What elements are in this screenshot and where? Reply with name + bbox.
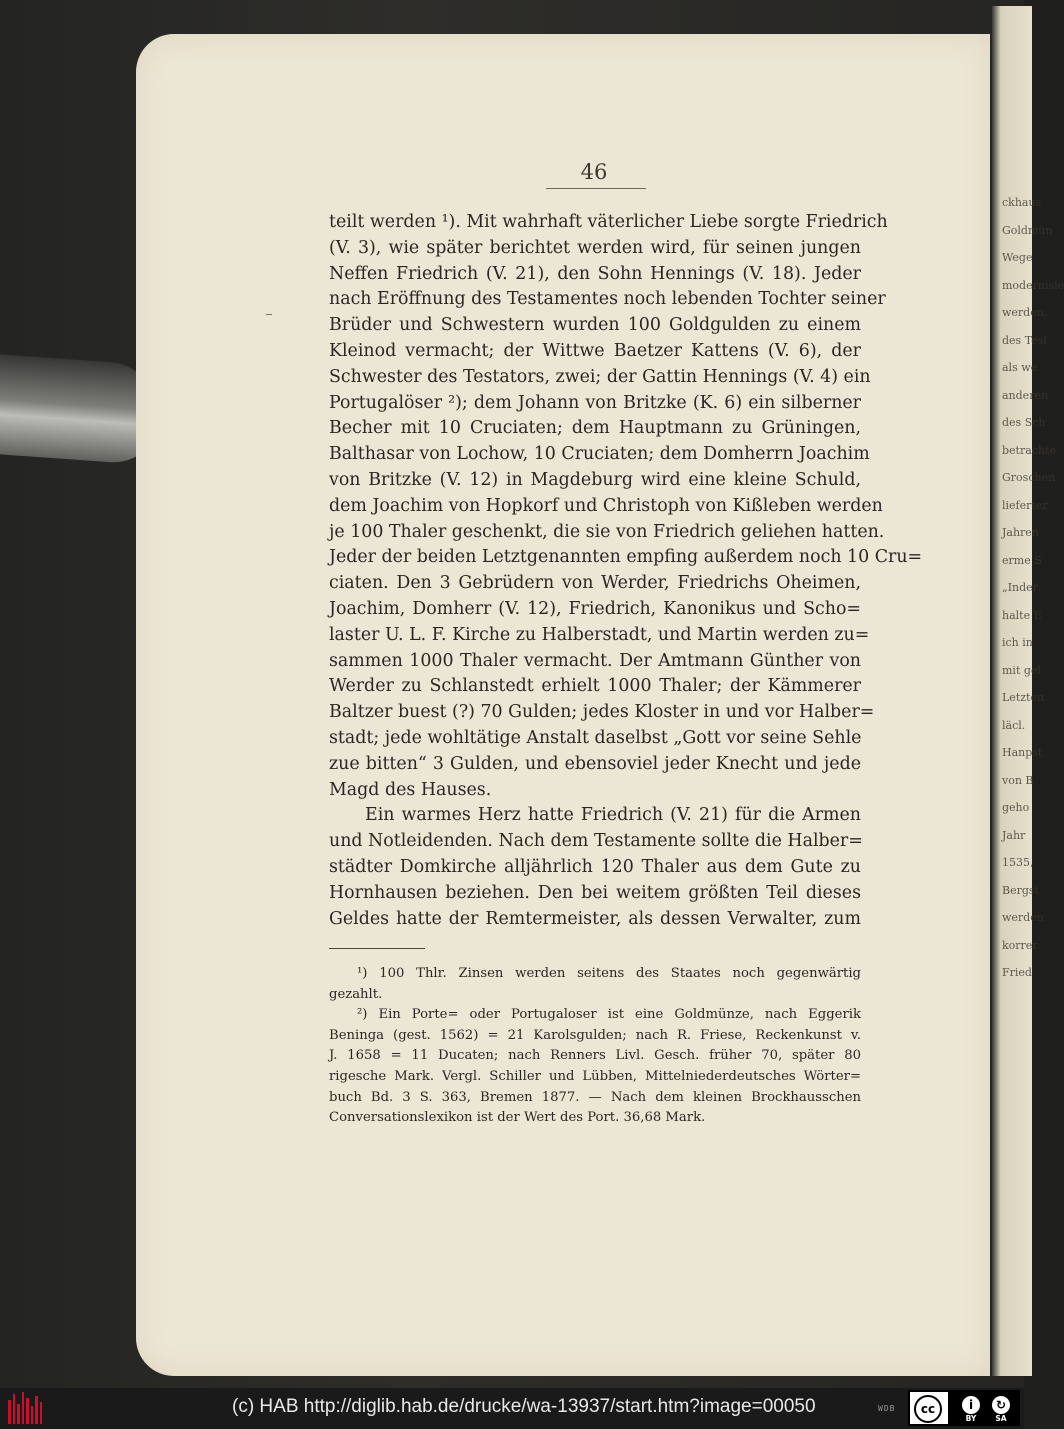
book-page bbox=[136, 34, 990, 1376]
hab-logo-icon bbox=[8, 1392, 42, 1424]
adjacent-page-fragment: Wege bbox=[1002, 251, 1033, 264]
cc-by-sa-badge[interactable] bbox=[908, 1390, 1020, 1426]
text-line: Joachim, Domherr (V. 12), Friedrich, Kanonikus und Scho= bbox=[329, 598, 861, 619]
wdb-mark: WDB bbox=[878, 1404, 896, 1413]
page-number bbox=[544, 160, 644, 184]
adjacent-page-fragment: werden. bbox=[1002, 306, 1048, 319]
footnote-line: gezahlt. bbox=[329, 986, 383, 1002]
text-line: Magd des Hauses. bbox=[329, 779, 492, 800]
adjacent-page-fragment: korrer bbox=[1002, 938, 1038, 952]
footnote-line: Conversationslexikon ist der Wert des Port. 36,68 Mark. bbox=[329, 1110, 706, 1126]
text-line: von Britzke (V. 12) in Magdeburg wird eine kleine Schuld, bbox=[329, 469, 861, 490]
text-line: ciaten. Den 3 Gebrüdern von Werder, Friedrichs Oheimen, bbox=[329, 573, 861, 594]
text-line: Ein warmes Herz hatte Friedrich (V. 21) für die Armen bbox=[365, 805, 861, 826]
margin-tick bbox=[266, 314, 272, 315]
footnote-line: rigesche Mark. Vergl. Schiller und Lübben, Mittelniederdeutsches Wörter= bbox=[329, 1068, 861, 1084]
text-line: zue bitten“ 3 Gulden, und ebensoviel jeder Knecht und jede bbox=[329, 753, 861, 774]
body-text bbox=[329, 210, 923, 932]
text-line: sammen 1000 Thaler vermacht. Der Amtmann Günther von bbox=[329, 650, 861, 671]
adjacent-page-fragment: werden bbox=[1002, 911, 1044, 924]
cc-icon: cc bbox=[914, 1395, 942, 1423]
adjacent-page-fragment: halte E bbox=[1002, 608, 1042, 622]
adjacent-page-fragment: Jahr bbox=[1002, 828, 1026, 842]
text-line: Becher mit 10 Cruciaten; dem Hauptmann zu Grüningen, bbox=[329, 418, 861, 439]
text-line: Jeder der beiden Letztgenannten empfing außerdem noch 10 Cru= bbox=[329, 547, 923, 568]
text-line: Portugalöser ²); dem Johann von Britzke (K. 6) ein silberner bbox=[329, 392, 861, 413]
footnote-line: ¹) 100 Thlr. Zinsen werden seitens des Staates noch gegenwärtig bbox=[357, 966, 861, 981]
text-line: Neffen Friedrich (V. 21), den Sohn Hennings (V. 18). Jeder bbox=[329, 263, 861, 284]
footnote-line: J. 1658 = 11 Ducaten; nach Renners Livl. Gesch. früher 70, später 80 bbox=[329, 1048, 861, 1064]
adjacent-page-fragment: Groschen bbox=[1002, 471, 1056, 484]
adjacent-page-fragment: Jahren bbox=[1002, 526, 1039, 539]
adjacent-page-fragment: Goldmün bbox=[1002, 223, 1053, 237]
text-line: stadt; jede wohltätige Anstalt daselbst „Gott vor seine Sehle bbox=[329, 727, 862, 748]
footnote-line: ²) Ein Porte= oder Portugaloser ist eine Goldmünze, nach Eggerik bbox=[357, 1007, 861, 1023]
text-line: und Notleidenden. Nach dem Testamente sollte die Halber= bbox=[329, 831, 863, 852]
text-line: Balthasar von Lochow, 10 Cruciaten; dem Domherrn Joachim bbox=[329, 444, 870, 465]
adjacent-page-fragment: Fried bbox=[1002, 966, 1032, 979]
text-line: dem Joachim von Hopkorf und Christoph von Kißleben werden bbox=[329, 495, 883, 516]
text-line: Schwester des Testators, zwei; der Gattin Hennings (V. 4) ein bbox=[329, 366, 871, 387]
adjacent-page-fragment: „Inder bbox=[1002, 581, 1038, 594]
text-line: Kleinod vermacht; der Wittwe Baetzer Kattens (V. 6), der bbox=[329, 340, 861, 361]
footnote-line: buch Bd. 3 S. 363, Bremen 1877. — Nach dem kleinen Brockhausschen bbox=[329, 1089, 861, 1105]
adjacent-page-fragment: läcl. bbox=[1002, 718, 1026, 732]
text-line: (V. 3), wie später berichtet werden wird, für seinen jungen bbox=[329, 237, 861, 258]
adjacent-page-fragment: geho bbox=[1002, 801, 1030, 814]
adjacent-page-fragment: modernisie bbox=[1002, 278, 1064, 292]
text-line: Brüder und Schwestern wurden 100 Goldgulden zu einem bbox=[329, 315, 861, 336]
text-line: Werder zu Schlanstedt erhielt 1000 Thaler; der Kämmerer bbox=[329, 676, 861, 697]
text-line: städter Domkirche alljährlich 120 Thaler aus dem Gute zu bbox=[329, 856, 861, 877]
page-number-text: 46 bbox=[580, 160, 608, 184]
text-line: Baltzer buest (?) 70 Gulden; jedes Kloster in und vor Halber= bbox=[329, 702, 875, 723]
sa-share-alike-icon: ↻ bbox=[990, 1394, 1012, 1416]
adjacent-page-fragment: mit gel bbox=[1002, 663, 1041, 677]
page-number-rule bbox=[546, 188, 646, 189]
adjacent-page-fragment: ich in bbox=[1002, 636, 1033, 649]
adjacent-page-fragment: lieferter bbox=[1002, 498, 1048, 512]
text-line: teilt werden ¹). Mit wahrhaft väterlicher Liebe sorgte Friedrich bbox=[329, 212, 888, 232]
adjacent-page-fragment: ckhaus bbox=[1002, 196, 1042, 209]
adjacent-page-fragment: des Tesl bbox=[1002, 333, 1047, 347]
copyright-link[interactable]: (c) HAB http://diglib.hab.de/drucke/wa-13937/start.htm?image=00050 bbox=[232, 1396, 816, 1417]
by-label: BY bbox=[958, 1414, 984, 1424]
text-line: je 100 Thaler geschenkt, die sie von Friedrich geliehen hatten. bbox=[329, 521, 885, 542]
adjacent-page-fragment: Letzten bbox=[1002, 691, 1045, 704]
adjacent-page-fragment: 1535, bbox=[1002, 856, 1034, 869]
sa-label: SA bbox=[988, 1414, 1014, 1424]
adjacent-page-fragment: anderen bbox=[1002, 388, 1049, 402]
text-line: nach Eröffnung des Testamentes noch lebenden Tochter seiner bbox=[329, 289, 886, 310]
footnotes bbox=[329, 964, 861, 1129]
text-line: laster U. L. F. Kirche zu Halberstadt, und Martin werden zu= bbox=[329, 624, 870, 645]
adjacent-page-fragment: erme S bbox=[1002, 553, 1042, 567]
adjacent-page-fragment: als we bbox=[1002, 361, 1038, 374]
adjacent-page-edge bbox=[992, 6, 1064, 1376]
adjacent-page-fragment: Bergst bbox=[1002, 883, 1039, 897]
by-attribution-icon: i bbox=[960, 1394, 982, 1416]
adjacent-page-fragment: Hanpst bbox=[1002, 746, 1043, 759]
footnote-rule bbox=[329, 948, 425, 949]
adjacent-page-fragment: des Sch bbox=[1002, 416, 1046, 429]
adjacent-page-fragment: betrachte bbox=[1002, 443, 1056, 457]
text-line: Geldes hatte der Remtermeister, als dessen Verwalter, zum bbox=[329, 908, 861, 929]
text-line: Hornhausen beziehen. Den bei weitem größten Teil dieses bbox=[329, 882, 861, 903]
footnote-line: Beninga (gest. 1562) = 21 Karolsgulden; nach R. Friese, Reckenkunst v. bbox=[329, 1027, 861, 1043]
adjacent-page-fragment: von B bbox=[1002, 773, 1034, 787]
